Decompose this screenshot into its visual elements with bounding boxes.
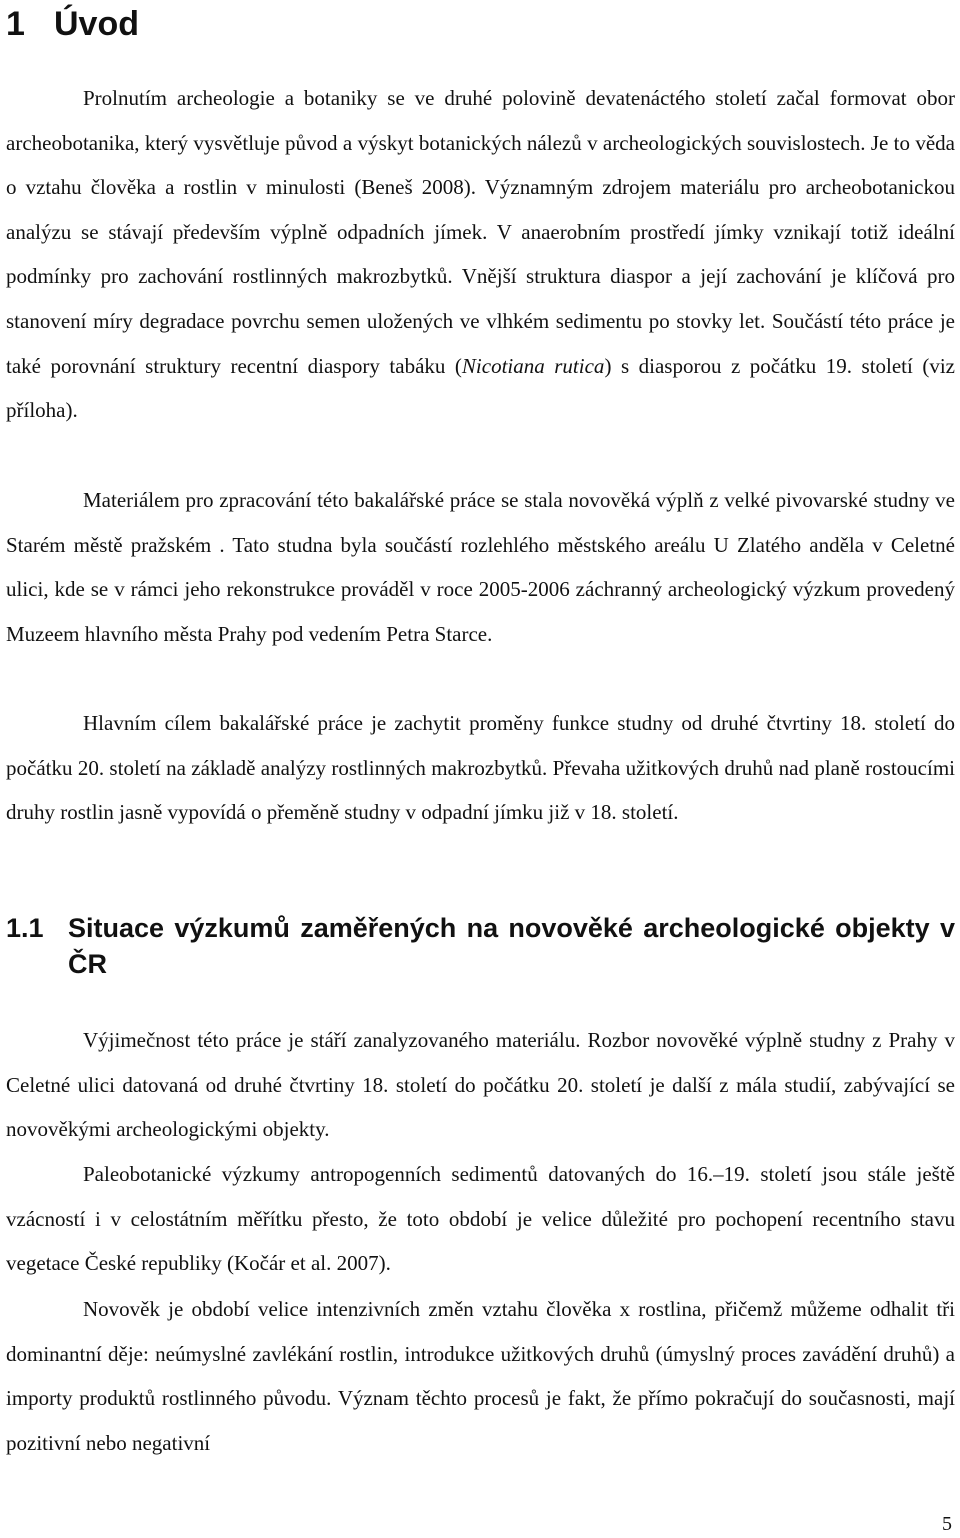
intro-paragraph-1-tail: ) s diasporou z počátku 19. století (viz příloha). <box>6 353 956 423</box>
chapter-heading <box>6 2 139 46</box>
chapter-title: Úvod <box>54 5 139 43</box>
section-paragraph-1: Výjimečnost této práce je stáří zanalyzovaného materiálu. Rozbor novověké výplně studny z Prahy v Celetné ulici datovaná od druhé čtvrtiny 18. století do počátku 20. století je další z mála studií, zabývající se novověkými archeologickými objekty. <box>6 1028 955 1142</box>
intro-paragraph-3: Hlavním cílem bakalářské práce je zachytit proměny funkce studny od druhé čtvrtiny 18. století do počátku 20. století na základě analýzy rostlinných makrozbytků. Převaha užitkových druhů nad planě rostoucími druhy rostlin jasně vypovídá o přeměně studny v odpadní jímku již v 18. století. <box>6 711 955 825</box>
section-paragraph-2: Paleobotanické výzkumy antropogenních sedimentů datovaných do 16.–19. století jsou stále ještě vzácností i v celostátním měřítku přesto, že toto období je velice důležité pro pochopení recentního stavu vegetace České republiky (Kočár et al. 2007). <box>6 1162 955 1276</box>
species-name: Nicotiana rutica <box>461 353 605 378</box>
intro-paragraph-1 <box>6 76 955 433</box>
section-paragraph-3: Novověk je období velice intenzivních změn vztahu člověka x rostlina, přičemž můžeme odhalit tři dominantní děje: neúmyslné zavlékání rostlin, introdukce užitkových druhů (úmyslný proces zavádění druhů) a importy produktů rostlinného původu. Význam těchto procesů je fakt, že přímo pokračují do současnosti, mají pozitivní nebo negativní <box>6 1297 955 1455</box>
intro-paragraph-2: Materiálem pro zpracování této bakalářské práce se stala novověká výplň z velké pivovarské studny ve Starém městě pražském . Tato studna byla součástí rozlehlého městského areálu U Zlatého anděla v Celetné ulici, kde se v rámci jeho rekonstrukce prováděl v roce 2005-2006 záchranný archeologický výzkum provedený Muzeem hlavního města Prahy pod vedením Petra Starce. <box>6 488 955 646</box>
section-number: 1.1 <box>6 913 44 943</box>
section-heading <box>6 910 955 982</box>
intro-paragraph-1-text: Prolnutím archeologie a botaniky se ve druhé polovině devatenáctého století začal formovat obor archeobotanika, který vysvětluje původ a výskyt botanických nálezů v archeologických souvislostech. Je to věda o vztahu člověka a rostlin v minulosti (Beneš 2008). Významným zdrojem materiálu pro archeobotanickou analýzu se stávají především výplně odpadních jímek. V anaerobním prostředí jímky vznikají totiž ideální podmínky pro zachování rostlinných makrozbytků. Vnější struktura diaspor a její zachování je klíčová pro stanovení míry degradace povrchu semen uložených ve vlhkém sedimentu po stovky let. Součástí této práce je také porovnání struktury recentní diaspory tabáku ( <box>6 86 955 378</box>
chapter-number: 1 <box>6 5 25 43</box>
section-title: Situace výzkumů zaměřených na novověké archeologické objekty v ČR <box>68 913 955 979</box>
page-number: 5 <box>942 1513 952 1535</box>
